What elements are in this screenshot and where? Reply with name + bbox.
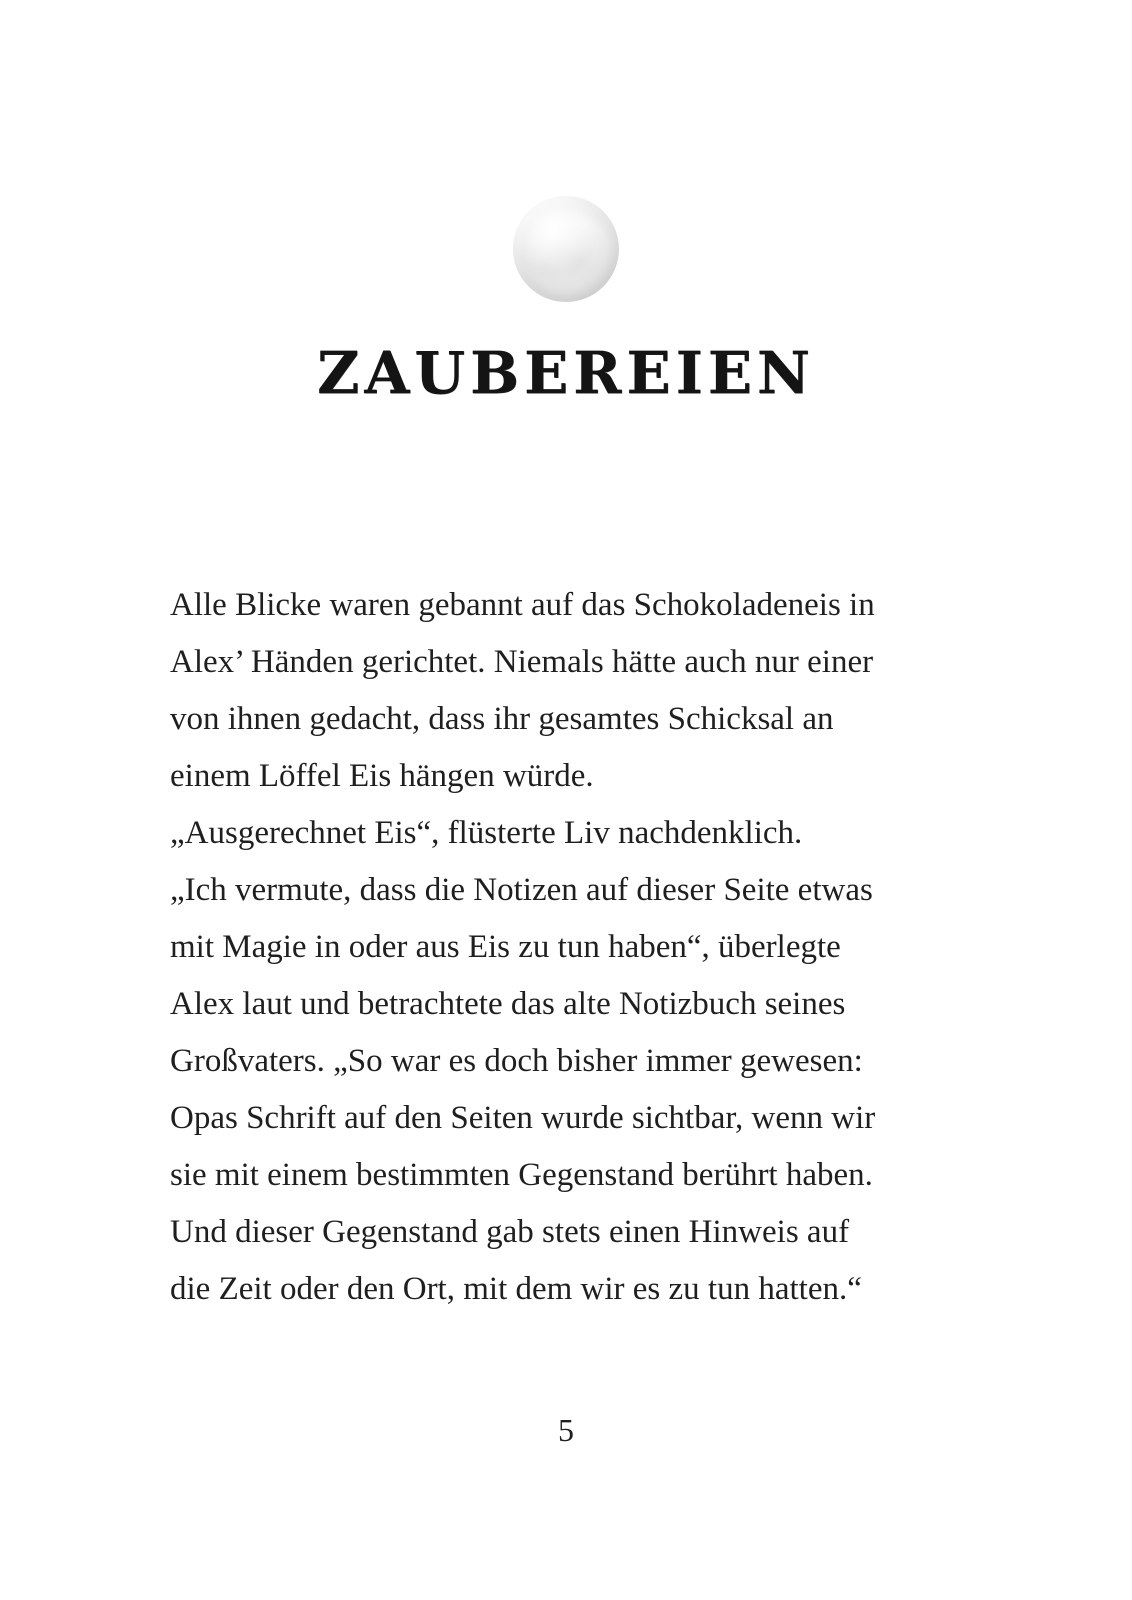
body-line: Opas Schrift auf den Seiten wurde sichtbar, wenn wir [170,1100,876,1136]
body-line: Alex’ Händen gerichtet. Niemals hätte auch nur einer [170,644,874,680]
body-line: sie mit einem bestimmten Gegenstand berührt haben. [170,1157,873,1193]
body-line: mit Magie in oder aus Eis zu tun haben“, überlegte [170,929,841,965]
chapter-title: ZAUBEREIEN [317,339,815,407]
body-line: „Ich vermute, dass die Notizen auf dieser Seite etwas [170,872,873,908]
body-line: Und dieser Gegenstand gab stets einen Hinweis auf [170,1214,850,1250]
moon-sphere-icon [513,196,619,302]
chapter-ornament-container [0,196,1132,302]
body-line: Alex laut und betrachtete das alte Notizbuch seines [170,986,846,1022]
body-line: Alle Blicke waren gebannt auf das Schokoladeneis in [170,587,875,623]
page-number: 5 [558,1412,574,1448]
body-line: von ihnen gedacht, dass ihr gesamtes Schicksal an [170,701,834,737]
body-line: einem Löffel Eis hängen würde. [170,758,594,794]
body-line: die Zeit oder den Ort, mit dem wir es zu tun hatten.“ [170,1271,862,1307]
body-line: Großvaters. „So war es doch bisher immer gewesen: [170,1043,863,1079]
body-line: „Ausgerechnet Eis“, flüsterte Liv nachdenklich. [170,815,803,851]
body-text-block [170,577,970,1318]
